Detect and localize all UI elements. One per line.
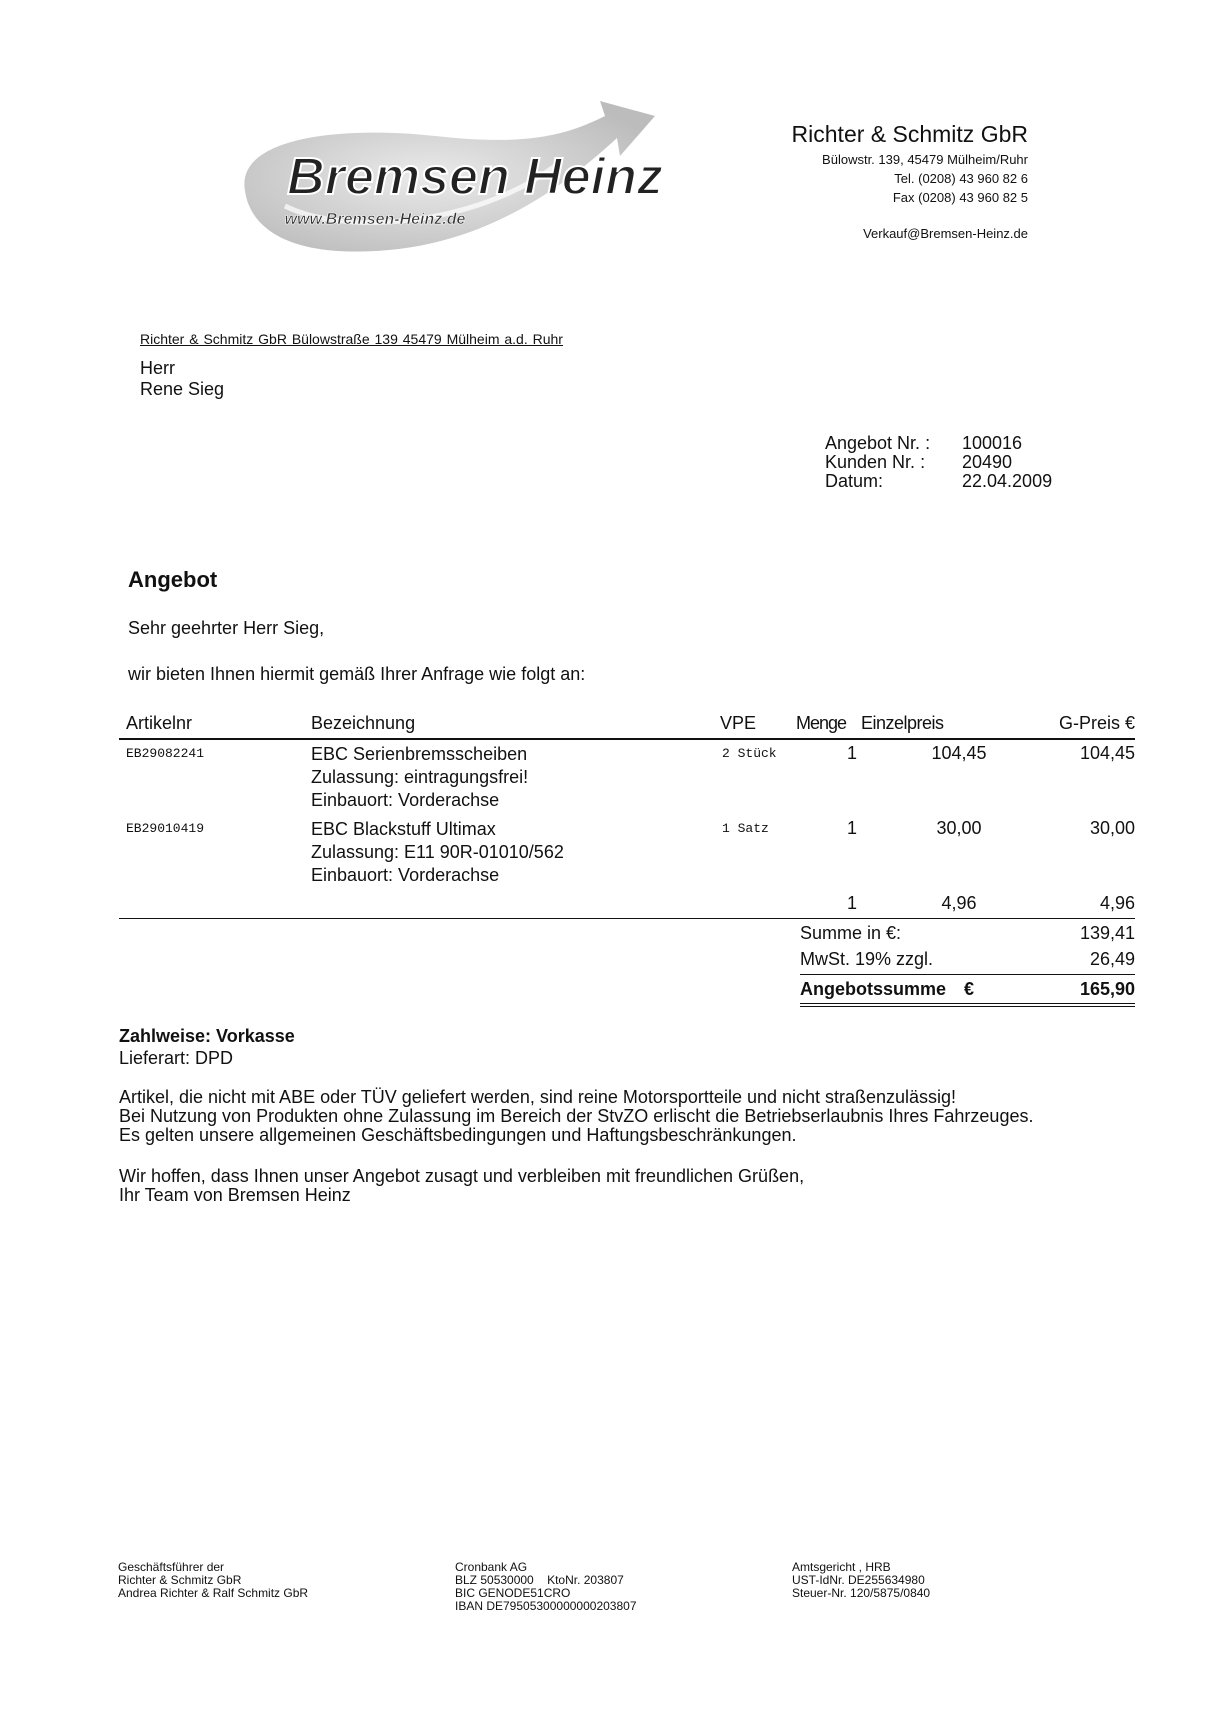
- footer-registry: [792, 1561, 930, 1600]
- row-einzelpreis: 30,00: [936, 818, 982, 838]
- logo-swoosh-graphic: [225, 96, 705, 266]
- footer-line: BLZ 50530000 KtoNr. 203807: [455, 1573, 624, 1587]
- row-gpreis: 104,45: [1079, 743, 1135, 763]
- date-row: [825, 472, 1052, 491]
- header-gpreis: G-Preis €: [1058, 713, 1135, 733]
- row-einzelpreis: 4,96: [941, 893, 977, 913]
- footer-line: Amtsgericht , HRB: [792, 1560, 891, 1574]
- summary-total-label: Angebotssumme: [800, 978, 947, 999]
- company-fax: Fax (0208) 43 960 82 5: [892, 190, 1028, 205]
- table-bottom-divider: [119, 918, 1135, 919]
- footer-management: [118, 1561, 308, 1600]
- header-artikelnr: Artikelnr: [126, 713, 193, 733]
- row-bez-line2: Zulassung: eintragungsfrei!: [311, 767, 529, 787]
- recipient-name: Rene Sieg: [140, 379, 225, 399]
- row-bez-line3: Einbauort: Vorderachse: [311, 790, 500, 810]
- row-menge: 1: [846, 818, 857, 838]
- summary-total-label-group: [800, 979, 974, 1000]
- payment-method: Zahlweise: Vorkasse: [119, 1026, 295, 1046]
- summary-total-value: 165,90: [1079, 978, 1135, 999]
- summary-subtotal-row: [800, 920, 1135, 946]
- footer-bank: [455, 1561, 637, 1613]
- company-address: Bülowstr. 139, 45479 Mülheim/Ruhr: [822, 152, 1028, 167]
- company-name: Richter & Schmitz GbR: [791, 121, 1028, 147]
- summary-vat-row: [800, 946, 1135, 972]
- summary-total-row: [800, 974, 1135, 1007]
- company-info: [792, 120, 1028, 243]
- footer-line: Geschäftsführer der: [118, 1560, 225, 1574]
- company-email[interactable]: Verkauf@Bremsen-Heinz.de: [863, 226, 1028, 241]
- offer-meta: [825, 434, 1052, 491]
- row-gpreis: 4,96: [1099, 893, 1135, 913]
- footer-line: IBAN DE79505300000000203807: [455, 1599, 637, 1613]
- table-row: [119, 815, 1135, 890]
- summary-subtotal-label: Summe in €:: [800, 922, 902, 943]
- intro-text: wir bieten Ihnen hiermit gemäß Ihrer Anfrage wie folgt an:: [128, 664, 586, 684]
- row-menge: 1: [846, 743, 857, 763]
- note-line-2: Bei Nutzung von Produkten ohne Zulassung im Bereich der StvZO erlischt die Betriebserlaubnis Ihres Fahrzeuges.: [119, 1106, 1034, 1126]
- recipient-salutation: Herr: [140, 358, 175, 378]
- footer-line: BIC GENODE51CRO: [455, 1586, 571, 1600]
- logo-url-text: www.Bremsen-Heinz.de: [284, 211, 466, 228]
- footer-line: Andrea Richter & Ralf Schmitz GbR: [118, 1586, 309, 1600]
- company-tel: Tel. (0208) 43 960 82 6: [894, 171, 1028, 186]
- table-header: [119, 710, 1135, 740]
- delivery-method: Lieferart: DPD: [119, 1048, 234, 1068]
- date-label: Datum:: [825, 471, 884, 491]
- legal-notes: [119, 1088, 1033, 1145]
- footer-line: Cronbank AG: [455, 1560, 528, 1574]
- customer-number-row: [825, 453, 1052, 472]
- offer-number-value: 100016: [962, 433, 1023, 453]
- closing-line-2: Ihr Team von Bremsen Heinz: [119, 1185, 351, 1205]
- customer-number-label: Kunden Nr. :: [825, 452, 926, 472]
- row-bez-line2: Zulassung: E11 90R-01010/562: [311, 842, 564, 862]
- company-logo: [225, 96, 705, 266]
- closing-line-1: Wir hoffen, dass Ihnen unser Angebot zusagt und verbleiben mit freundlichen Grüßen,: [119, 1166, 805, 1186]
- row-bezeichnung: [311, 743, 528, 812]
- logo-text: Bremsen Heinz: [287, 148, 663, 206]
- recipient-address: [140, 358, 224, 400]
- document-title: Angebot: [128, 567, 218, 592]
- row-bez-line3: Einbauort: Vorderachse: [311, 865, 500, 885]
- table-row: [119, 740, 1135, 815]
- summary-block: [800, 920, 1135, 1007]
- offer-number-label: Angebot Nr. :: [825, 433, 931, 453]
- summary-vat-label: MwSt. 19% zzgl.: [800, 948, 934, 969]
- footer-line: Richter & Schmitz GbR: [118, 1573, 242, 1587]
- note-line-1: Artikel, die nicht mit ABE oder TÜV geliefert werden, sind reine Motorsportteile und nicht straßenzulässig!: [119, 1087, 957, 1107]
- row-bez-line1: EBC Serienbremsscheiben: [311, 744, 528, 764]
- summary-total-currency: €: [964, 978, 975, 999]
- row-artikelnr: EB29082241: [126, 746, 205, 761]
- header-einzelpreis: Einzelpreis: [861, 713, 944, 733]
- summary-subtotal-value: 139,41: [1079, 922, 1135, 943]
- row-vpe: 1 Satz: [722, 821, 769, 836]
- offer-table: [119, 710, 1135, 920]
- row-menge: 1: [846, 893, 857, 913]
- greeting: Sehr geehrter Herr Sieg,: [128, 618, 325, 638]
- date-value: 22.04.2009: [962, 471, 1053, 491]
- customer-number-value: 20490: [962, 452, 1013, 472]
- summary-vat-value: 26,49: [1089, 948, 1135, 969]
- header-vpe: VPE: [720, 713, 757, 733]
- footer-line: UST-IdNr. DE255634980: [792, 1573, 925, 1587]
- row-einzelpreis: 104,45: [931, 743, 987, 763]
- row-bezeichnung: [311, 818, 564, 887]
- table-row: [119, 890, 1135, 920]
- header-menge: Menge: [796, 713, 847, 733]
- row-bez-line1: EBC Blackstuff Ultimax: [311, 819, 496, 839]
- payment-info: [119, 1025, 295, 1069]
- header-bezeichnung: Bezeichnung: [311, 713, 416, 733]
- closing-text: [119, 1167, 804, 1205]
- footer-line: Steuer-Nr. 120/5875/0840: [792, 1586, 931, 1600]
- row-gpreis: 30,00: [1089, 818, 1135, 838]
- sender-line: Richter & Schmitz GbR Bülowstraße 139 45479 Mülheim a.d. Ruhr: [140, 331, 563, 347]
- row-vpe: 2 Stück: [722, 746, 777, 761]
- note-line-3: Es gelten unsere allgemeinen Geschäftsbedingungen und Haftungsbeschränkungen.: [119, 1125, 797, 1145]
- offer-number-row: [825, 434, 1052, 453]
- row-artikelnr: EB29010419: [126, 821, 205, 836]
